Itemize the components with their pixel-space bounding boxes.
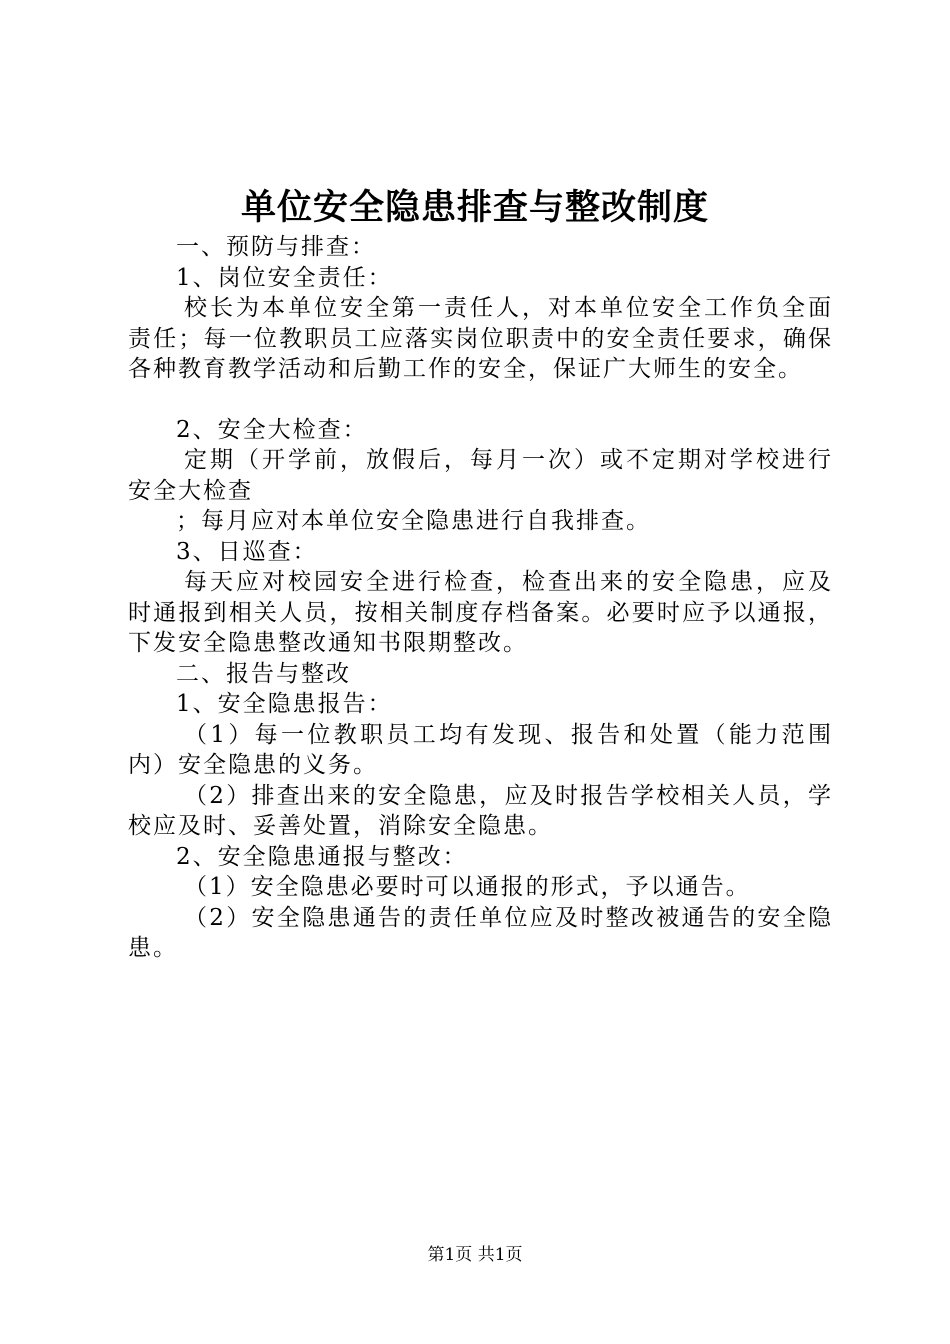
paragraph: 校长为本单位安全第一责任人，对本单位安全工作负全面责任；每一位教职员工应落实岗位职责中的安全责任要求，确保各种教育教学活动和后勤工作的安全，保证广大师生的安全。: [128, 295, 833, 382]
paragraph: 每天应对校园安全进行检查，检查出来的安全隐患，应及时通报到相关人员，按相关制度存档备案。必要时应予以通报，下发安全隐患整改通知书限期整改。: [128, 569, 833, 656]
subsection-heading: 1、安全隐患报告：: [176, 691, 393, 717]
document-body: [128, 232, 833, 964]
subsection-heading: 1、岗位安全责任：: [176, 264, 393, 291]
list-item: （1）安全隐患必要时可以通报的形式，予以通告。: [184, 874, 751, 900]
page-number: 第1页 共1页: [427, 1245, 523, 1265]
document-title: 单位安全隐患排查与整改制度: [240, 187, 709, 228]
list-item: （2）排查出来的安全隐患，应及时报告学校相关人员，学校应及时、妥善处置，消除安全隐患。: [128, 782, 833, 839]
list-item: （2）安全隐患通告的责任单位应及时整改被通告的安全隐患。: [128, 904, 833, 961]
paragraph-gap: [128, 385, 833, 415]
list-item: （1）每一位教职员工均有发现、报告和处置（能力范围内）安全隐患的义务。: [128, 721, 833, 778]
paragraph: 定期（开学前，放假后，每月一次）或不定期对学校进行安全大检查: [128, 447, 833, 504]
section-heading-2: 二、报告与整改: [176, 660, 351, 687]
section-heading-1: 一、预防与排查：: [176, 234, 376, 260]
paragraph: ；每月应对本单位安全隐患进行自我排查。: [176, 508, 651, 534]
subsection-heading: 2、安全大检查：: [176, 416, 368, 443]
subsection-heading: 3、日巡查：: [176, 538, 318, 565]
subsection-heading: 2、安全隐患通报与整改：: [176, 843, 468, 870]
